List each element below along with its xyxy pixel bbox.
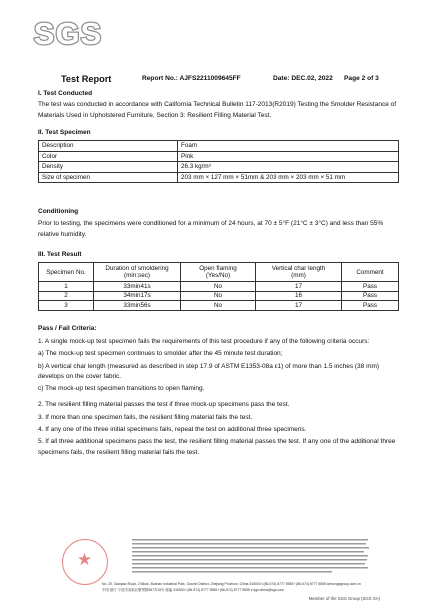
table-header-row	[39, 263, 399, 282]
member-text: Member of the SGS Group (SGS SA)	[308, 596, 380, 601]
criterion-1c: c) The mock-up test specimen transitions to open flaming.	[38, 385, 205, 393]
header-open-flaming: Open flaming (Yes/No)	[181, 263, 256, 282]
sgs-logo-text: SGS	[33, 16, 103, 51]
footer-address-en: No. 20, Gaoqiao Road, 2 Block, Boshan Industrial Park, Gaoxin District, Zhejiang Province, China 315000 t (86-574) 8777 5555 f (86-574) 8777 5555 www.sgsgroup.com.cn	[102, 582, 361, 586]
report-date: Date: DEC.02, 2022	[273, 75, 333, 82]
cell-char: 17	[256, 301, 342, 311]
specimen-table	[38, 140, 399, 183]
table-row	[39, 291, 399, 301]
cell-duration: 33min41s	[94, 282, 181, 292]
criterion-2: 2. The resilient filling material passes the test if three mock-up specimens pass the test.	[38, 401, 290, 409]
disclaimer-text-lines	[132, 537, 370, 577]
criterion-1a: a) The mock-up test specimen continues to smolder after the 45 minute test duration;	[38, 350, 283, 358]
result-table	[38, 262, 399, 311]
report-header	[45, 74, 390, 86]
criterion-4: 4. If any one of the three initial specimens fails, repeat the test on additional three specimens.	[38, 426, 307, 434]
specimen-value: 203 mm × 127 mm × 51mm & 203 mm × 203 mm × 51 mm	[178, 172, 399, 183]
cell-duration: 34min17s	[94, 291, 181, 301]
table-row	[39, 172, 399, 183]
cell-comment: Pass	[342, 291, 399, 301]
specimen-key: Size of specimen	[39, 172, 178, 183]
conditioning-text: Prior to testing, the specimens were conditioned for a minimum of 24 hours, at 70 ± 5°F (21°C ± 3°C) and less than 55% relative humidity.	[38, 220, 384, 238]
header-char-length: Vertical char length (mm)	[256, 263, 342, 282]
company-seal	[62, 539, 108, 585]
cell-char: 17	[256, 282, 342, 292]
cell-duration: 33min56s	[94, 301, 181, 311]
table-row	[39, 301, 399, 311]
section-test-result: III. Test Result	[38, 251, 82, 258]
header-duration: Duration of smoldering (min:sec)	[94, 263, 181, 282]
cell-comment: Pass	[342, 282, 399, 292]
section-test-conducted: I. Test Conducted	[38, 90, 93, 97]
cell-flaming: No	[181, 282, 256, 292]
test-conducted-text: The test was conducted in accordance with California Technical Bulletin 117-2013(R2019) Testing the Smolder Resistance of Materials Used in Upholstered Furniture, Section 3: Resilient Filling Material Test.	[38, 101, 397, 119]
header-comment: Comment	[342, 263, 399, 282]
table-row	[39, 141, 399, 152]
legal-disclaimer	[132, 537, 370, 578]
specimen-value: Foam	[178, 141, 399, 152]
criterion-5: 5. If all three additional specimens pass the test, the resilient filling material passes the test. If any one of the additional three specimens fails, the resilient filling material fails the test.	[38, 438, 396, 456]
criteria-heading: Pass / Fail Criteria:	[38, 325, 97, 332]
report-number: Report No.: AJFS2211009645FF	[142, 75, 241, 82]
specimen-key: Color	[39, 151, 178, 162]
cell-flaming: No	[181, 301, 256, 311]
specimen-value: 26.3 kg/m³	[178, 162, 399, 173]
table-row	[39, 162, 399, 173]
report-title: Test Report	[61, 74, 112, 84]
specimen-value: Pink	[178, 151, 399, 162]
star-icon: ★	[76, 550, 93, 569]
cell-specimen: 1	[39, 282, 94, 292]
cell-specimen: 2	[39, 291, 94, 301]
page-footer	[62, 537, 380, 602]
page-number: Page 2 of 3	[344, 75, 379, 82]
header-specimen-no: Specimen No.	[39, 263, 94, 282]
section-test-specimen: II. Test Specimen	[38, 129, 91, 136]
cell-flaming: No	[181, 291, 256, 301]
table-row	[39, 282, 399, 292]
cell-specimen: 3	[39, 301, 94, 311]
conditioning-heading: Conditioning	[38, 208, 79, 215]
table-row	[39, 151, 399, 162]
specimen-key: Description	[39, 141, 178, 152]
cell-comment: Pass	[342, 301, 399, 311]
sgs-logo	[33, 14, 103, 62]
criterion-1b: b) A vertical char length (measured as described in step 17.9 of ASTM E1353-08a ε1) of more than 1.5 inches (38 mm) develops on the cover fabric.	[38, 362, 380, 380]
criterion-1: 1. A single mock-up test specimen fails the requirements of this test procedure if any of the following criteria occurs:	[38, 338, 370, 345]
cell-char: 16	[256, 291, 342, 301]
criteria-list	[38, 337, 398, 458]
specimen-key: Density	[39, 162, 178, 173]
footer-address-cn: 中国·浙江·宁波市高新区聚贤路587弄15号 邮编 315000 t (86-574) 8777 5555 f (86-574) 8777 5555 e sgs.china@sgs.com	[102, 588, 284, 592]
criterion-3: 3. If more than one specimen fails, the resilient filling material fails the test.	[38, 413, 253, 421]
